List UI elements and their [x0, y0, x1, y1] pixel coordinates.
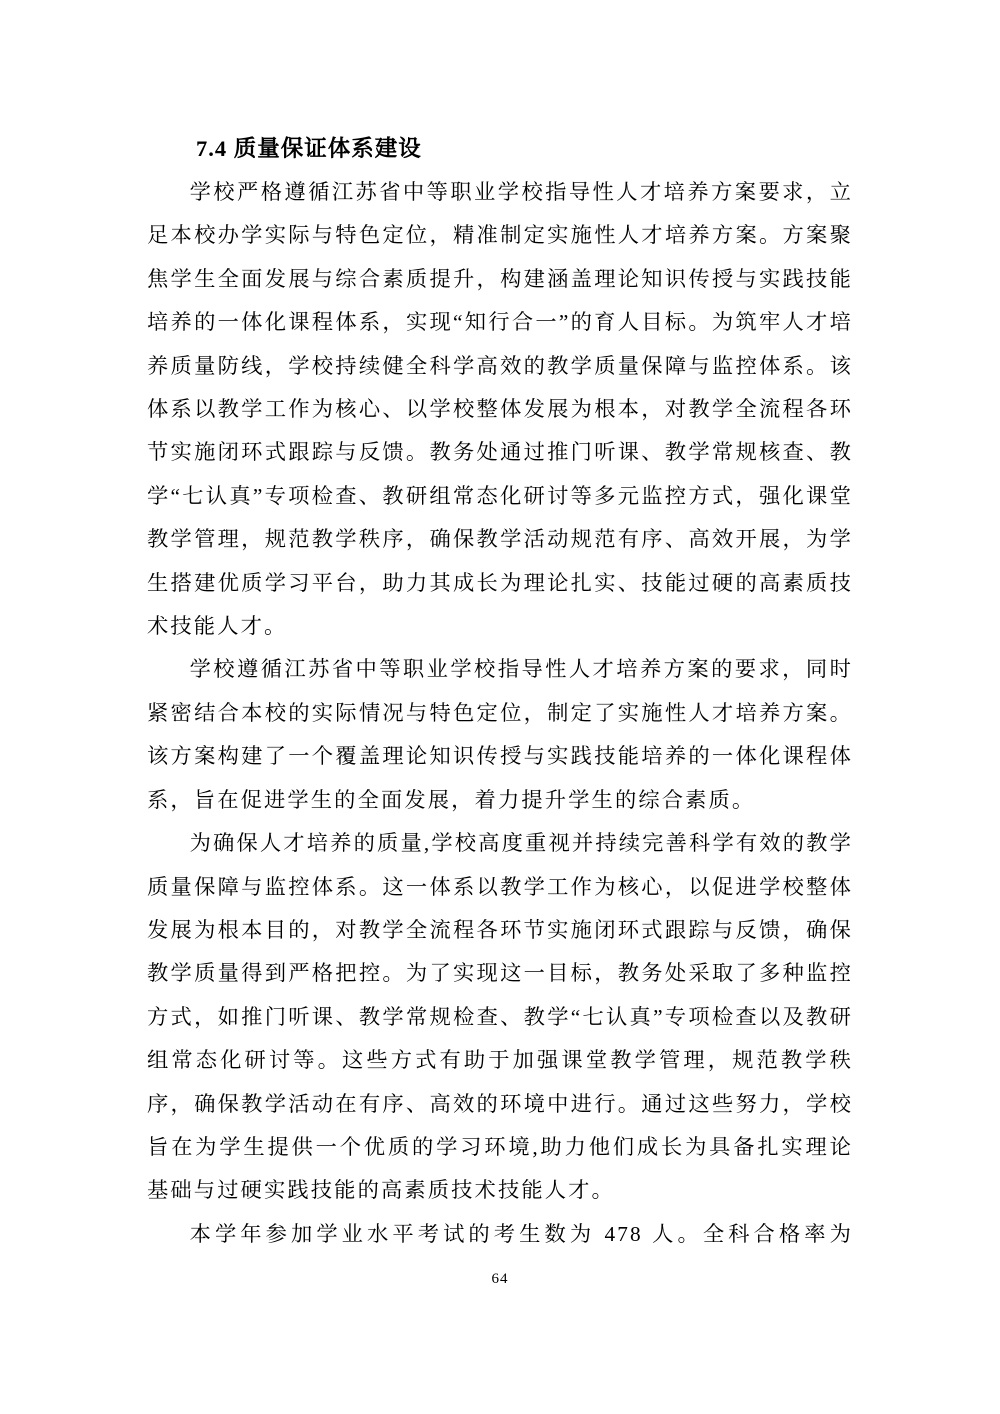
- section-heading: 7.4 质量保证体系建设: [196, 136, 422, 161]
- page-number: 64: [491, 1271, 509, 1287]
- paragraph-2: 学校遵循江苏省中等职业学校指导性人才培养方案的要求，同时紧密结合本校的实际情况与特色定位，制定了实施性人才培养方案。该方案构建了一个覆盖理论知识传授与实践技能培养的一体化课程体系，旨在促进学生的全面发展，着力提升学生的综合素质。: [147, 657, 853, 812]
- paragraph-1: 学校严格遵循江苏省中等职业学校指导性人才培养方案要求，立足本校办学实际与特色定位，精准制定实施性人才培养方案。方案聚焦学生全面发展与综合素质提升，构建涵盖理论知识传授与实践技能培养的一体化课程体系，实现“知行合一”的育人目标。为筑牢人才培养质量防线，学校持续健全科学高效的教学质量保障与监控体系。该体系以教学工作为核心、以学校整体发展为根本，对教学全流程各环节实施闭环式跟踪与反馈。教务处通过推门听课、教学常规核查、教学“七认真”专项检查、教研组常态化研讨等多元监控方式，强化课堂教学管理，规范教学秩序，确保教学活动规范有序、高效开展，为学生搭建优质学习平台，助力其成长为理论扎实、技能过硬的高素质技术技能人才。: [147, 180, 853, 639]
- document-body: [147, 127, 853, 1256]
- paragraph-3: 为确保人才培养的质量,学校高度重视并持续完善科学有效的教学质量保障与监控体系。这一体系以教学工作为核心，以促进学校整体发展为根本目的，对教学全流程各环节实施闭环式跟踪与反馈，确保教学质量得到严格把控。为了实现这一目标，教务处采取了多种监控方式，如推门听课、教学常规检查、教学“七认真”专项检查以及教研组常态化研讨等。这些方式有助于加强课堂教学管理，规范教学秩序，确保教学活动在有序、高效的环境中进行。通过这些努力，学校旨在为学生提供一个优质的学习环境,助力他们成长为具备扎实理论基础与过硬实践技能的高素质技术技能人才。: [147, 831, 853, 1203]
- paragraph-4: 本学年参加学业水平考试的考生数为 478 人。全科合格率为: [189, 1221, 853, 1246]
- page-footer: [0, 1270, 1000, 1288]
